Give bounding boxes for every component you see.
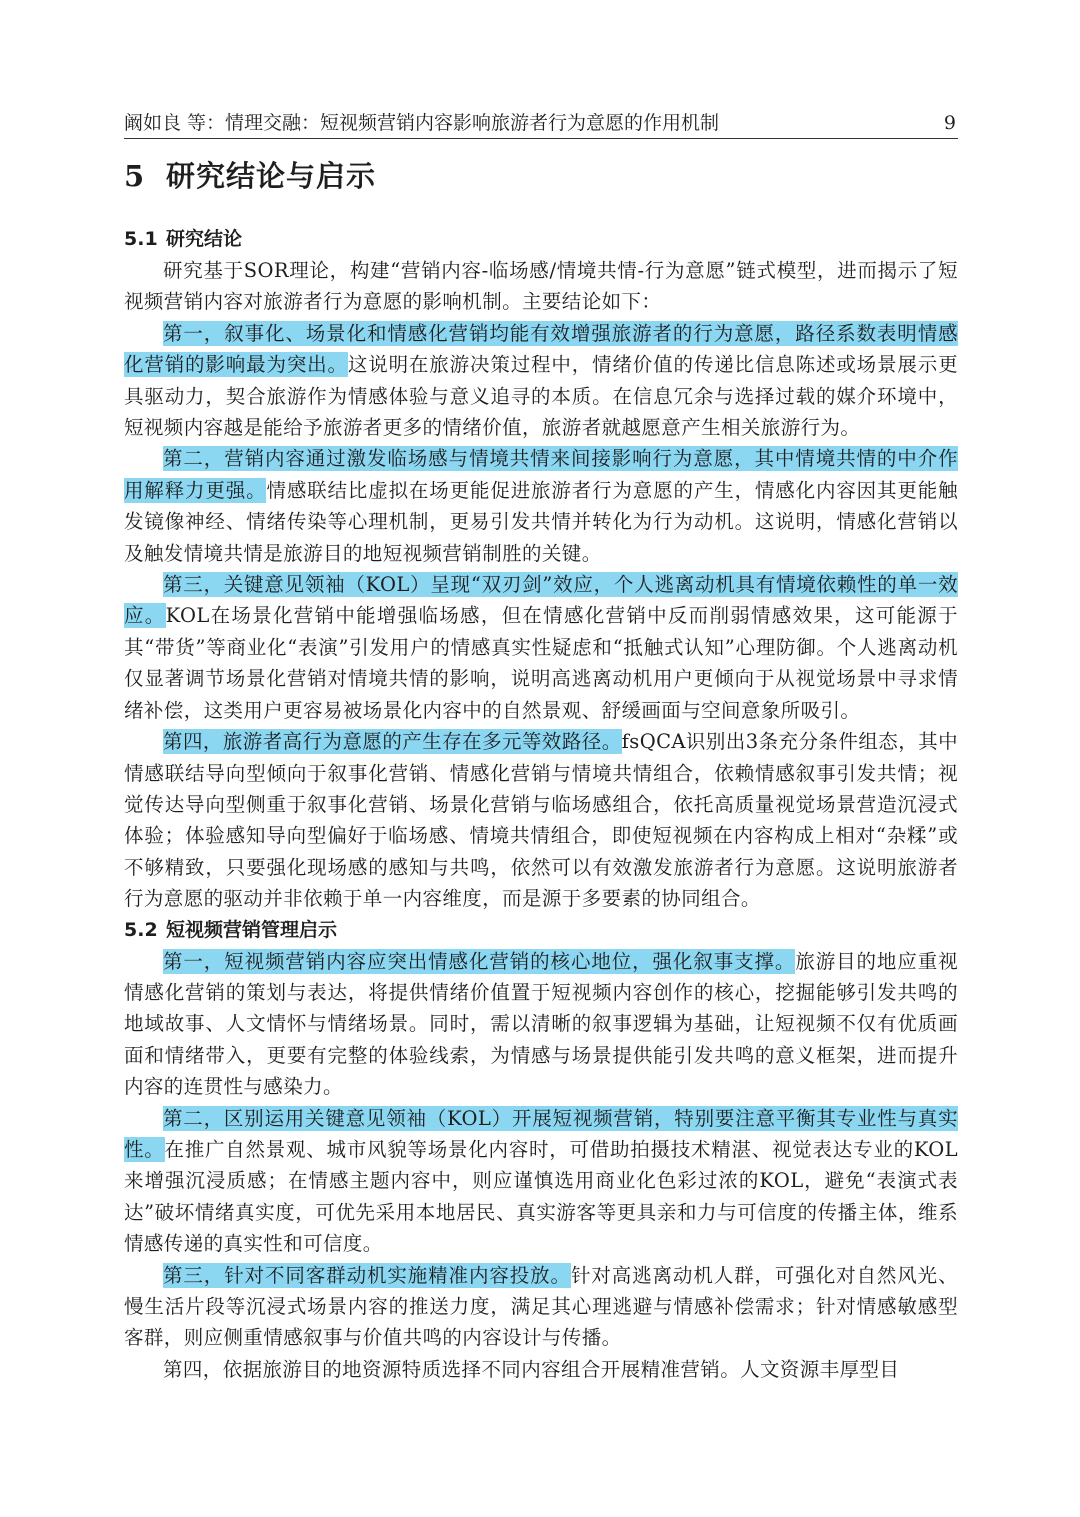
- highlighted-text: 第四，旅游者高行为意愿的产生存在多元等效路径。: [163, 730, 622, 754]
- subsection-heading-5-2: [124, 915, 958, 946]
- paragraph-implication-2: [124, 1103, 958, 1260]
- subsection-title: 短视频营销管理启示: [166, 918, 338, 941]
- body-text: fsQCA识别出3条充分条件组态，其中情感联结导向型倾向于叙事化营销、情感化营销与情境共情组合，依赖情感叙事引发共情；视觉传达导向型侧重于叙事化营销、场景化营销与临场感组合，依托高质量视觉场景营造沉浸式体验；体验感知导向型偏好于临场感、情境共情组合，即使短视频在内容构成上相对“杂糅”或不够精致，只要强化现场感的感知与共鸣，依然可以有效激发旅游者行为意愿。这说明旅游者行为意愿的驱动并非依赖于单一内容维度，而是源于多要素的协同组合。: [124, 730, 958, 911]
- subsection-number: 5.1: [124, 228, 158, 250]
- section-heading: [124, 154, 958, 198]
- subsection-number: 5.2: [124, 918, 158, 941]
- body-text: KOL在场景化营销中能增强临场感，但在情感化营销中反而削弱情感效果，这可能源于其“带货”等商业化“表演”引发用户的情感真实性疑虑和“抵触式认知”心理防御。个人逃离动机仅显著调节场景化营销对情境共情的影响，说明高逃离动机用户更倾向于从视觉场景中寻求情绪补偿，这类用户更容易被场景化内容中的自然景观、舒缓画面与空间意象所吸引。: [124, 604, 958, 722]
- paragraph-conclusion-4: [124, 726, 958, 914]
- highlighted-text: 第一，叙事化、场景化和情感化营销均能有效增强旅游者的行为意愿，路径系数表明情感化营销的影响最为突出。: [124, 321, 958, 377]
- body-text: 在推广自然景观、城市风貌等场景化内容时，可借助拍摄技术精湛、视觉表达专业的KOL来增强沉浸质感；在情感主题内容中，则应谨慎选用商业化色彩过浓的KOL，避免“表演式表达”破坏情绪真实度，可优先采用本地居民、真实游客等更具亲和力与可信度的传播主体，维系情感传递的真实性和可信度。: [124, 1137, 958, 1256]
- highlighted-text: 第一，短视频营销内容应突出情感化营销的核心地位，强化叙事支撑。: [163, 949, 796, 973]
- body-text: 针对高逃离动机人群，可强化对自然风光、慢生活片段等沉浸式场景内容的推送力度，满足其心理逃避与情感补偿需求；针对情感敏感型客群，则应侧重情感叙事与价值共鸣的内容设计与传播。: [124, 1263, 958, 1350]
- paragraph-implication-1: [124, 946, 958, 1103]
- subsection-heading-5-1: [124, 224, 958, 255]
- body-text: 第四，依据旅游目的地资源特质选择不同内容组合开展精准营销。人文资源丰厚型目: [163, 1357, 900, 1381]
- main-content: [124, 146, 958, 1385]
- section-number: 5: [124, 159, 146, 193]
- paragraph-conclusion-2: [124, 443, 958, 569]
- highlighted-text: 第二，营销内容通过激发临场感与情境共情来间接影响行为意愿，其中情境共情的中介作用解释力更强。: [124, 447, 958, 502]
- running-title: 阚如良 等：情理交融：短视频营销内容影响旅游者行为意愿的作用机制: [124, 112, 720, 134]
- section-title: 研究结论与启示: [166, 159, 377, 193]
- paragraph-conclusion-1: [124, 318, 958, 444]
- paragraph-intro: 研究基于SOR理论，构建“营销内容-临场感/情境共情-行为意愿”链式模型，进而揭示了短视频营销内容对旅游者行为意愿的影响机制。主要结论如下：: [124, 259, 958, 314]
- highlighted-text: 第三，关键意见领袖（KOL）呈现“双刃剑”效应，个人逃离动机具有情境依赖性的单一效应。: [124, 573, 958, 628]
- body-text: 情感联结比虚拟在场更能促进旅游者行为意愿的产生，情感化内容因其更能触发镜像神经、情绪传染等心理机制，更易引发共情并转化为行为动机。这说明，情感化营销以及触发情境共情是旅游目的地短视频营销制胜的关键。: [124, 478, 958, 565]
- body-text: 这说明在旅游决策过程中，情绪价值的传递比信息陈述或场景展示更具驱动力，契合旅游作为情感体验与意义追寻的本质。在信息冗余与选择过载的媒介环境中，短视频内容越是能给予旅游者更多的情绪价值，旅游者就越愿意产生相关旅游行为。: [124, 353, 958, 440]
- subsection-title: 研究结论: [166, 228, 243, 250]
- highlighted-text: 第二，区别运用关键意见领袖（KOL）开展短视频营销，特别要注意平衡其专业性与真实性。: [124, 1106, 958, 1161]
- paragraph-implication-3: [124, 1260, 958, 1354]
- body-text: 旅游目的地应重视情感化营销的策划与表达，将提供情绪价值置于短视频内容创作的核心，挖掘能够引发共鸣的地域故事、人文情怀与情绪场景。同时，需以清晰的叙事逻辑为基础，让短视频不仅有优质画面和情绪带入，更要有完整的体验线索，为情感与场景提供能引发共鸣的意义框架，进而提升内容的连贯性与感染力。: [124, 949, 958, 1099]
- paragraph-implication-4: [124, 1354, 958, 1385]
- highlighted-text: 第三，针对不同客群动机实施精准内容投放。: [163, 1263, 571, 1287]
- running-header: [124, 108, 958, 139]
- paragraph-conclusion-3: [124, 569, 958, 726]
- page-number: 9: [943, 112, 956, 134]
